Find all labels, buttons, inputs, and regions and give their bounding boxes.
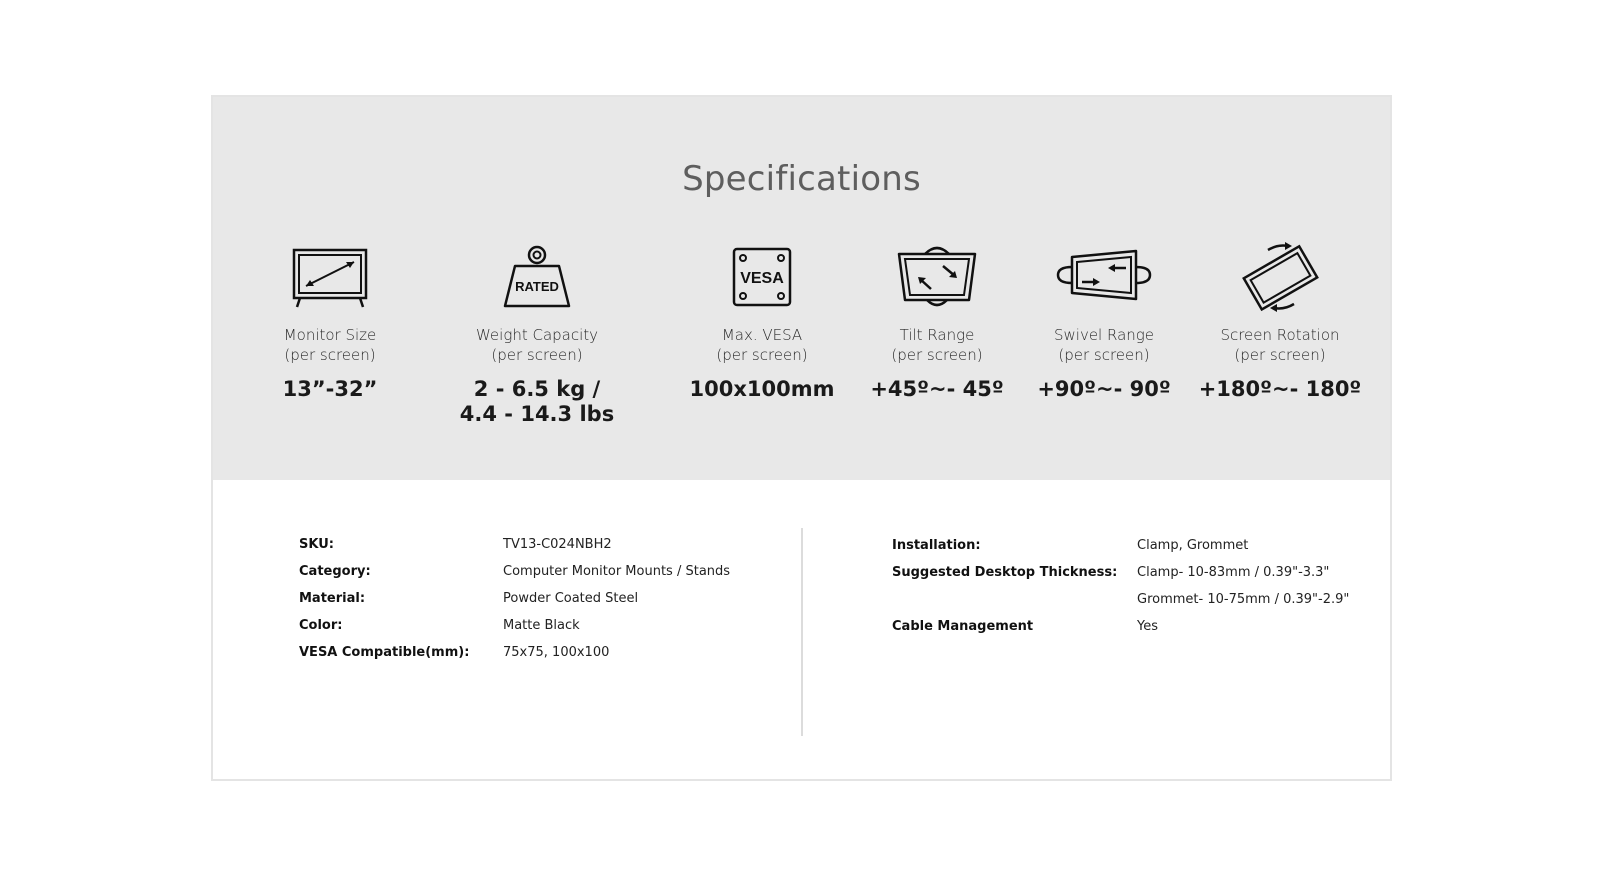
spec-sublabel: (per screen) [716, 346, 808, 364]
spec-sublabel: (per screen) [1234, 346, 1326, 364]
details-left [299, 537, 779, 672]
detail-key: Material: [299, 591, 366, 606]
detail-row [299, 618, 779, 645]
weight-rated-icon [501, 244, 573, 310]
specifications-card [211, 95, 1392, 781]
swivel-icon [1054, 247, 1154, 307]
detail-row [892, 619, 1382, 646]
detail-value: Grommet- 10-75mm / 0.39"-2.9" [1137, 592, 1350, 607]
spec-tilt-range [842, 243, 1032, 402]
detail-value: Powder Coated Steel [503, 591, 639, 606]
spec-monitor-size [235, 243, 425, 402]
spec-sublabel: (per screen) [891, 346, 983, 364]
detail-row [892, 538, 1382, 565]
spec-sublabel: (per screen) [491, 346, 583, 364]
spec-max-vesa [667, 243, 857, 402]
details-right [892, 538, 1382, 646]
detail-key: Installation: [892, 538, 981, 553]
column-divider [801, 528, 803, 736]
spec-value: +90º~- 90º [1037, 377, 1171, 401]
spec-swivel-range [1009, 243, 1199, 402]
detail-key: SKU: [299, 537, 334, 552]
page-title: Specifications [682, 159, 921, 199]
detail-key: Cable Management [892, 619, 1034, 634]
detail-key: Color: [299, 618, 343, 633]
rotation-icon [1238, 242, 1322, 312]
detail-row [299, 591, 779, 618]
spec-label: Monitor Size [283, 326, 377, 344]
vesa-icon-text: VESA [740, 270, 784, 287]
spec-value-line2: 4.4 - 14.3 lbs [459, 402, 615, 426]
spec-screen-rotation [1185, 243, 1375, 402]
spec-sublabel: (per screen) [1058, 346, 1150, 364]
detail-row [299, 645, 779, 672]
detail-value: TV13-C024NBH2 [503, 537, 612, 552]
specifications-panel [213, 97, 1390, 480]
vesa-icon [730, 245, 794, 309]
detail-row [892, 592, 1382, 619]
spec-label: Max. VESA [721, 326, 803, 344]
detail-value: 75x75, 100x100 [503, 645, 610, 660]
detail-value: Clamp, Grommet [1137, 538, 1249, 553]
tilt-icon [895, 244, 979, 310]
spec-value: 2 - 6.5 kg / [473, 377, 601, 401]
detail-key: Category: [299, 564, 371, 579]
detail-row [892, 565, 1382, 592]
weight-icon-text: RATED [515, 279, 559, 294]
spec-value: 13”-32” [282, 377, 378, 401]
detail-key: VESA Compatible(mm): [299, 645, 470, 660]
detail-row [299, 564, 779, 591]
detail-value: Yes [1137, 619, 1158, 634]
spec-label: Weight Capacity [475, 326, 599, 344]
spec-label: Screen Rotation [1220, 326, 1340, 344]
detail-value: Computer Monitor Mounts / Stands [503, 564, 731, 579]
spec-value: +45º~- 45º [870, 377, 1004, 401]
detail-row [299, 537, 779, 564]
spec-value: +180º~- 180º [1198, 377, 1362, 401]
detail-value: Clamp- 10-83mm / 0.39"-3.3" [1137, 565, 1330, 580]
spec-sublabel: (per screen) [284, 346, 376, 364]
monitor-size-icon [290, 246, 370, 308]
detail-value: Matte Black [503, 618, 580, 633]
detail-key: Suggested Desktop Thickness: [892, 565, 1118, 580]
spec-label: Swivel Range [1053, 326, 1155, 344]
spec-weight-capacity [442, 243, 632, 427]
spec-value: 100x100mm [689, 377, 835, 401]
spec-label: Tilt Range [899, 326, 975, 344]
